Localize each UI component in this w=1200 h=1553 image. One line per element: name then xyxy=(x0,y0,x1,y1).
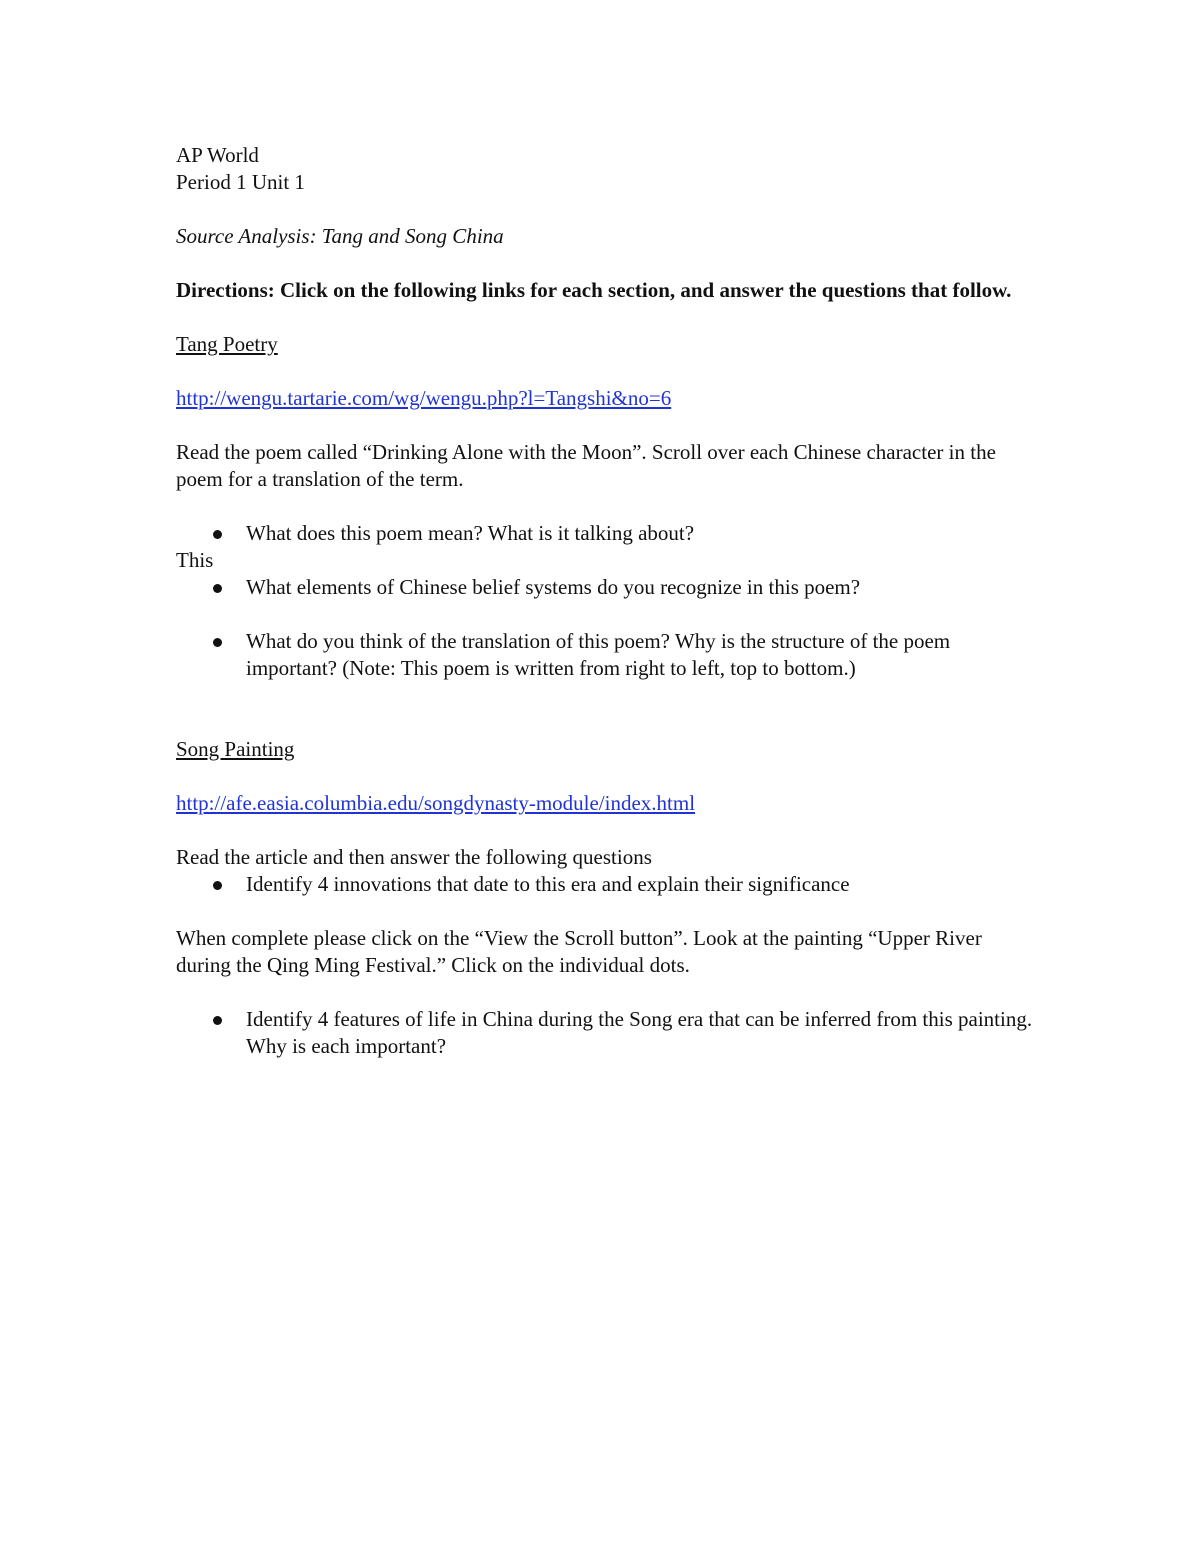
song-painting-link[interactable]: http://afe.easia.columbia.edu/songdynasty-module/index.html xyxy=(176,791,696,815)
list-item xyxy=(176,871,1036,898)
bullet-icon xyxy=(213,1016,222,1025)
spacer xyxy=(176,250,1036,277)
spacer xyxy=(176,817,1036,844)
spacer xyxy=(176,682,1036,709)
song-question-2: Identify 4 features of life in China during the Song era that can be inferred from this painting. Why is each important? xyxy=(246,1007,1033,1058)
bullet-icon xyxy=(213,584,222,593)
section-heading-song-painting: Song Painting xyxy=(176,737,295,761)
bullet-icon xyxy=(213,881,222,890)
tang-questions-continued xyxy=(176,574,1036,601)
tang-instructions: Read the poem called “Drinking Alone with the Moon”. Scroll over each Chinese character in the poem for a translation of the term. xyxy=(176,440,996,491)
list-item xyxy=(176,574,1036,601)
section-heading-tang-poetry: Tang Poetry xyxy=(176,332,278,356)
spacer xyxy=(176,709,1036,736)
spacer xyxy=(176,412,1036,439)
stray-text: This xyxy=(176,548,214,572)
tang-poetry-link[interactable]: http://wengu.tartarie.com/wg/wengu.php?l=Tangshi&no=6 xyxy=(176,386,672,410)
bullet-icon xyxy=(213,638,222,647)
song-questions-continued xyxy=(176,1006,1036,1060)
tang-question-1: What does this poem mean? What is it talking about? xyxy=(246,521,695,545)
spacer xyxy=(176,763,1036,790)
spacer xyxy=(176,601,1036,628)
course-name: AP World xyxy=(176,143,259,167)
directions: Directions: Click on the following links for each section, and answer the questions that follow. xyxy=(176,278,1012,302)
spacer xyxy=(176,979,1036,1006)
song-question-1: Identify 4 innovations that date to this era and explain their significance xyxy=(246,872,850,896)
document-title: Source Analysis: Tang and Song China xyxy=(176,224,504,248)
spacer xyxy=(176,358,1036,385)
song-instructions: Read the article and then answer the following questions xyxy=(176,845,652,869)
tang-questions-continued xyxy=(176,628,1036,682)
song-instructions-2: When complete please click on the “View the Scroll button”. Look at the painting “Upper River during the Qing Ming Festival.” Click on the individual dots. xyxy=(176,926,982,977)
period-unit: Period 1 Unit 1 xyxy=(176,170,305,194)
spacer xyxy=(176,304,1036,331)
tang-questions xyxy=(176,520,1036,547)
spacer xyxy=(176,898,1036,925)
list-item xyxy=(176,1006,1036,1060)
bullet-icon xyxy=(213,530,222,539)
spacer xyxy=(176,196,1036,223)
tang-question-3: What do you think of the translation of this poem? Why is the structure of the poem important? (Note: This poem is written from right to left, top to bottom.) xyxy=(246,629,951,680)
song-questions xyxy=(176,871,1036,898)
list-item xyxy=(176,628,1036,682)
tang-question-2: What elements of Chinese belief systems do you recognize in this poem? xyxy=(246,575,861,599)
spacer xyxy=(176,493,1036,520)
document-page xyxy=(176,142,1036,1060)
list-item xyxy=(176,520,1036,547)
